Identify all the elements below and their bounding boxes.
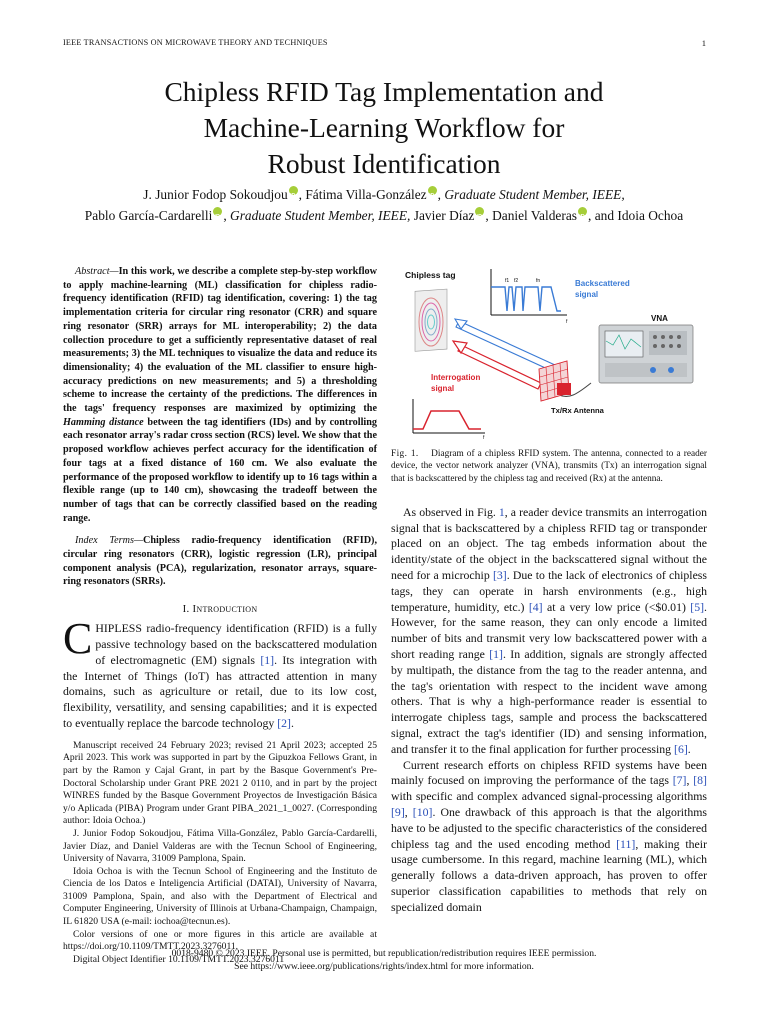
citation-link[interactable]: [1] xyxy=(489,647,503,662)
title-line-3: Robust Identification xyxy=(267,148,501,179)
section-title: Introduction xyxy=(192,603,258,616)
f-axis-label: f xyxy=(483,435,485,440)
intro-text: HIPLESS radio-frequency identification (RFID) is a fully passive technology based on the backscattered modulation of electromagnetic (EM) signals xyxy=(95,621,377,667)
antenna-label: Tx/Rx Antenna xyxy=(551,406,604,415)
author-name: J. Junior Fodop Sokoudjou xyxy=(143,187,288,202)
backscatter-plot xyxy=(491,269,568,325)
body-text: . However, for the same reason, they can only encode a limited number of bits and transmit very low backscattered power with a short reading range xyxy=(391,599,707,662)
body-text: with specific and complex advanced signal-processing algorithms xyxy=(391,789,707,804)
left-column xyxy=(63,265,377,966)
citation-link[interactable]: [1] xyxy=(260,652,275,667)
body-text: . One drawback of this approach is that the algorithms have to be adjusted to the specific characteristics of the considered chipless tag and the used encoding method xyxy=(391,805,707,851)
footnote-color: Color versions of one or more figures in this article are available at https://doi.org/10.1109/TMTT.2023.3276011. xyxy=(63,928,377,953)
citation-link[interactable]: [4] xyxy=(528,599,543,614)
orcid-icon[interactable] xyxy=(475,207,484,216)
copyright-notice xyxy=(0,948,768,973)
body-text: . xyxy=(687,741,691,756)
body-text: at a very low price (<$0.01) xyxy=(542,599,691,614)
body-text: . Due to the lack of electronics of chipless tags, they can operate in harsh environments (e.g., high temperature, humidity, etc.) xyxy=(391,568,707,614)
citation-link[interactable]: [6] xyxy=(674,741,688,756)
footnote-manuscript: Manuscript received 24 February 2023; revised 21 April 2023; accepted 25 April 2023. This work was supported in part by the Gipuzkoa Fellows Grant, in part by the Ramon y Cajal Grant, in part by the Basque Government's Pre-Doctoral Scholarship under Grant PRE 2021 2 0110, and in part by the project WINRES funded by the Basque Government Proyectos de Investigación Básica y/o Aplicada (PIBA) Program under Grant PIBA_2021_1_0027. (Corresponding author: Idoia Ochoa.) xyxy=(63,739,377,827)
abstract-label: Abstract— xyxy=(75,266,119,277)
caption-label: Fig. 1. xyxy=(391,449,419,459)
footnote-affiliation: Idoia Ochoa is with the Tecnun School of Engineering and the Instituto de Ciencia de los Datos e Inteligencia Artificial (DATAI), University of Navarra, 31009 Pamplona, Spain, and also with the Department of Electrical and Computer Engineering, University of Illinois at Urbana-Champaign, Champaign, IL 61820 USA (e-mail: iochoa@tecnun.es). xyxy=(63,865,377,928)
citation-link[interactable]: [11] xyxy=(616,836,636,851)
chipless-tag-icon xyxy=(415,289,447,351)
f-axis-label: f xyxy=(566,319,568,325)
author-affiliation: Graduate Student Member, IEEE, xyxy=(444,187,625,202)
citation-link[interactable]: [9] xyxy=(391,805,405,820)
backscatter-arrow xyxy=(455,319,555,371)
citation-link[interactable]: [3] xyxy=(492,568,507,583)
footnote-affiliation: J. Junior Fodop Sokoudjou, Fátima Villa-González, Pablo García-Cardarelli, Javier Díaz, and Daniel Valderas are with the Tecnun School of Engineering, University of Navarra, 31009 Pamplona, Spain. xyxy=(63,827,377,865)
running-head: IEEE TRANSACTIONS ON MICROWAVE THEORY AND TECHNIQUES xyxy=(63,38,328,47)
intro-paragraph xyxy=(63,614,378,732)
title-line-2: Machine-Learning Workflow for xyxy=(203,112,565,143)
abstract-emphasis: Hamming distance xyxy=(63,416,144,428)
orcid-icon[interactable] xyxy=(578,207,587,216)
caption-text: Diagram of a chipless RFID system. The antenna, connected to a reader device, the vector network analyzer (VNA), transmits (Tx) an interrogation signal that is backscattered by the chipless tag and received (Rx) at the antenna. xyxy=(391,449,708,484)
orcid-icon[interactable] xyxy=(289,186,298,195)
footnote-doi: Digital Object Identifier 10.1109/TMTT.2023.3276011 xyxy=(73,953,285,965)
body-text: , a reader device transmits an interrogation signal that is backscattered by a chipless RFID tag or transponder placed on an object. The tag embeds information about the identity/state of the object in the backscattered signal without the need for a microchip xyxy=(391,504,707,583)
interrogation-label: Interrogation xyxy=(431,373,481,382)
body-text: , xyxy=(404,805,413,820)
footnotes xyxy=(63,740,377,967)
title-line-1: Chipless RFID Tag Implementation and xyxy=(164,76,604,107)
body-text: Current research efforts on chipless RFID systems have been mainly focused on improving the performance of the tags xyxy=(391,757,707,788)
citation-link[interactable]: [5] xyxy=(690,599,705,614)
author-affiliation: Graduate Student Member, IEEE, xyxy=(230,208,411,223)
orcid-icon[interactable] xyxy=(213,207,222,216)
intro-text: . Its integration with the Internet of Things (IoT) has attracted attention in many domains, such as agriculture or retail, due to its low cost, flexibility, versatility, and sensing capabilities; and it is expected to eventually replace the barcode technology xyxy=(63,652,378,730)
page-number: 1 xyxy=(701,38,706,48)
backscattered-label: Backscattered xyxy=(575,279,630,288)
right-body xyxy=(391,505,707,916)
vna-icon xyxy=(599,325,693,383)
abstract xyxy=(63,265,377,525)
system-diagram xyxy=(391,265,707,440)
citation-link[interactable]: [2] xyxy=(277,715,291,730)
body-paragraph xyxy=(391,758,707,916)
paper-title xyxy=(0,74,768,182)
section-heading xyxy=(63,603,377,615)
f1-label: f1 xyxy=(505,278,510,284)
author-list xyxy=(0,184,768,226)
author-name: Idoia Ochoa xyxy=(617,208,684,223)
figure-1 xyxy=(391,265,707,440)
body-text: , xyxy=(686,773,694,788)
figure-ref-link[interactable]: 1 xyxy=(498,504,505,519)
citation-link[interactable]: [7] xyxy=(672,773,687,788)
index-terms-text: Chipless radio-frequency identification (RFID), circular ring resonators (CRR), logistic regression (LR), principal component analysis (PCA), regularization, resonator arrays, square-ring resonators (SRRs). xyxy=(63,535,377,588)
figure-caption xyxy=(391,448,707,485)
body-text: , making their usage cumbersome. In this regard, machine learning (ML), which generally follows a data-driven approach, has proven to offer superior classification capabilities to methods that rely on specialized domain xyxy=(391,836,707,914)
right-column xyxy=(391,265,707,916)
vna-label: VNA xyxy=(651,314,668,323)
index-terms-label: Index Terms— xyxy=(75,535,143,547)
section-numeral: I. xyxy=(182,603,190,616)
author-line-1: J. Junior Fodop SokoudjouiD , Fátima Villa-GonzáleziD , Graduate Student Member, IEEE, xyxy=(0,184,768,205)
index-terms xyxy=(63,534,377,589)
dropcap: C xyxy=(63,614,93,664)
backscattered-signal-label: signal xyxy=(575,290,599,299)
f2-label: f2 xyxy=(514,278,519,284)
copyright-line-1: 0018-9480 © 2023 IEEE. Personal use is permitted, but republication/redistribution requires IEEE permission. xyxy=(171,948,597,959)
body-text: As observed in Fig. xyxy=(403,504,499,519)
chipless-tag-label: Chipless tag xyxy=(405,270,456,280)
citation-link[interactable]: [10] xyxy=(412,805,433,820)
fn-label: fn xyxy=(536,278,541,284)
abstract-text-2: between the tag identifiers (IDs) and by controlling each resonator array's radar cross section (RCS) level. We show that the proposed workflow achieves perfect accuracy for the identification of four tags at a fixed distance of 160 cm. We also evaluate the performance of the proposed workflow to identify up to 16 tags within a flexible range (up to 140 cm), showcasing the tradeoff between the number of tags that can be correctly classified based on the reading range. xyxy=(63,416,377,524)
author-name: Fátima Villa-González xyxy=(305,187,427,202)
author-name: Pablo García-Cardarelli xyxy=(84,208,213,223)
intro-text: . xyxy=(290,715,294,730)
author-line-2: Pablo García-CardarelliiD , Graduate Student Member, IEEE, Javier DíaziD , Daniel ValderasiD , and Idoia Ochoa xyxy=(0,205,768,226)
body-text: . In addition, signals are strongly affected by multipath, the distance from the tag to the reader antenna, and the tag's orientation with respect to the incident wave among others. That is why a high-performance reader is essential to interrogate chipless tags, sample and process the backscattered signal, extract the tag's identifier (ID) and sensing information, and transfer it to the final application for further processing xyxy=(391,647,708,756)
author-name: Daniel Valderas xyxy=(492,208,577,223)
abstract-text-1: In this work, we describe a complete step-by-step workflow to apply machine-learning (ML) classification for chipless radio-frequency identification (RFID) tag identification, covering: 1) the tag implementation criteria for circular ring resonator (CRR) and square ring resonator (SRR) arrays for ML interoperability; 2) the data collection procedure to get a sufficiently representative dataset of real measurements; 3) the ML techniques to visualize the data and reduce its dimensionality; 4) the evaluation of the ML classifier to ensure high-accuracy predictions on new measurements; and 5) a thresholding scheme to increase the certainty of the predictions. The differences in the tags' frequency responses are maximized by optimizing the xyxy=(63,266,377,415)
author-name: Javier Díaz xyxy=(413,208,475,223)
citation-link[interactable]: [8] xyxy=(693,773,707,788)
interrogation-plot xyxy=(413,399,485,440)
copyright-line-2: See https://www.ieee.org/publications/rights/index.html for more information. xyxy=(234,960,534,972)
interrogation-signal-label: signal xyxy=(431,384,455,393)
orcid-icon[interactable] xyxy=(428,186,437,195)
and-word: and xyxy=(594,208,615,223)
body-paragraph xyxy=(391,505,707,758)
